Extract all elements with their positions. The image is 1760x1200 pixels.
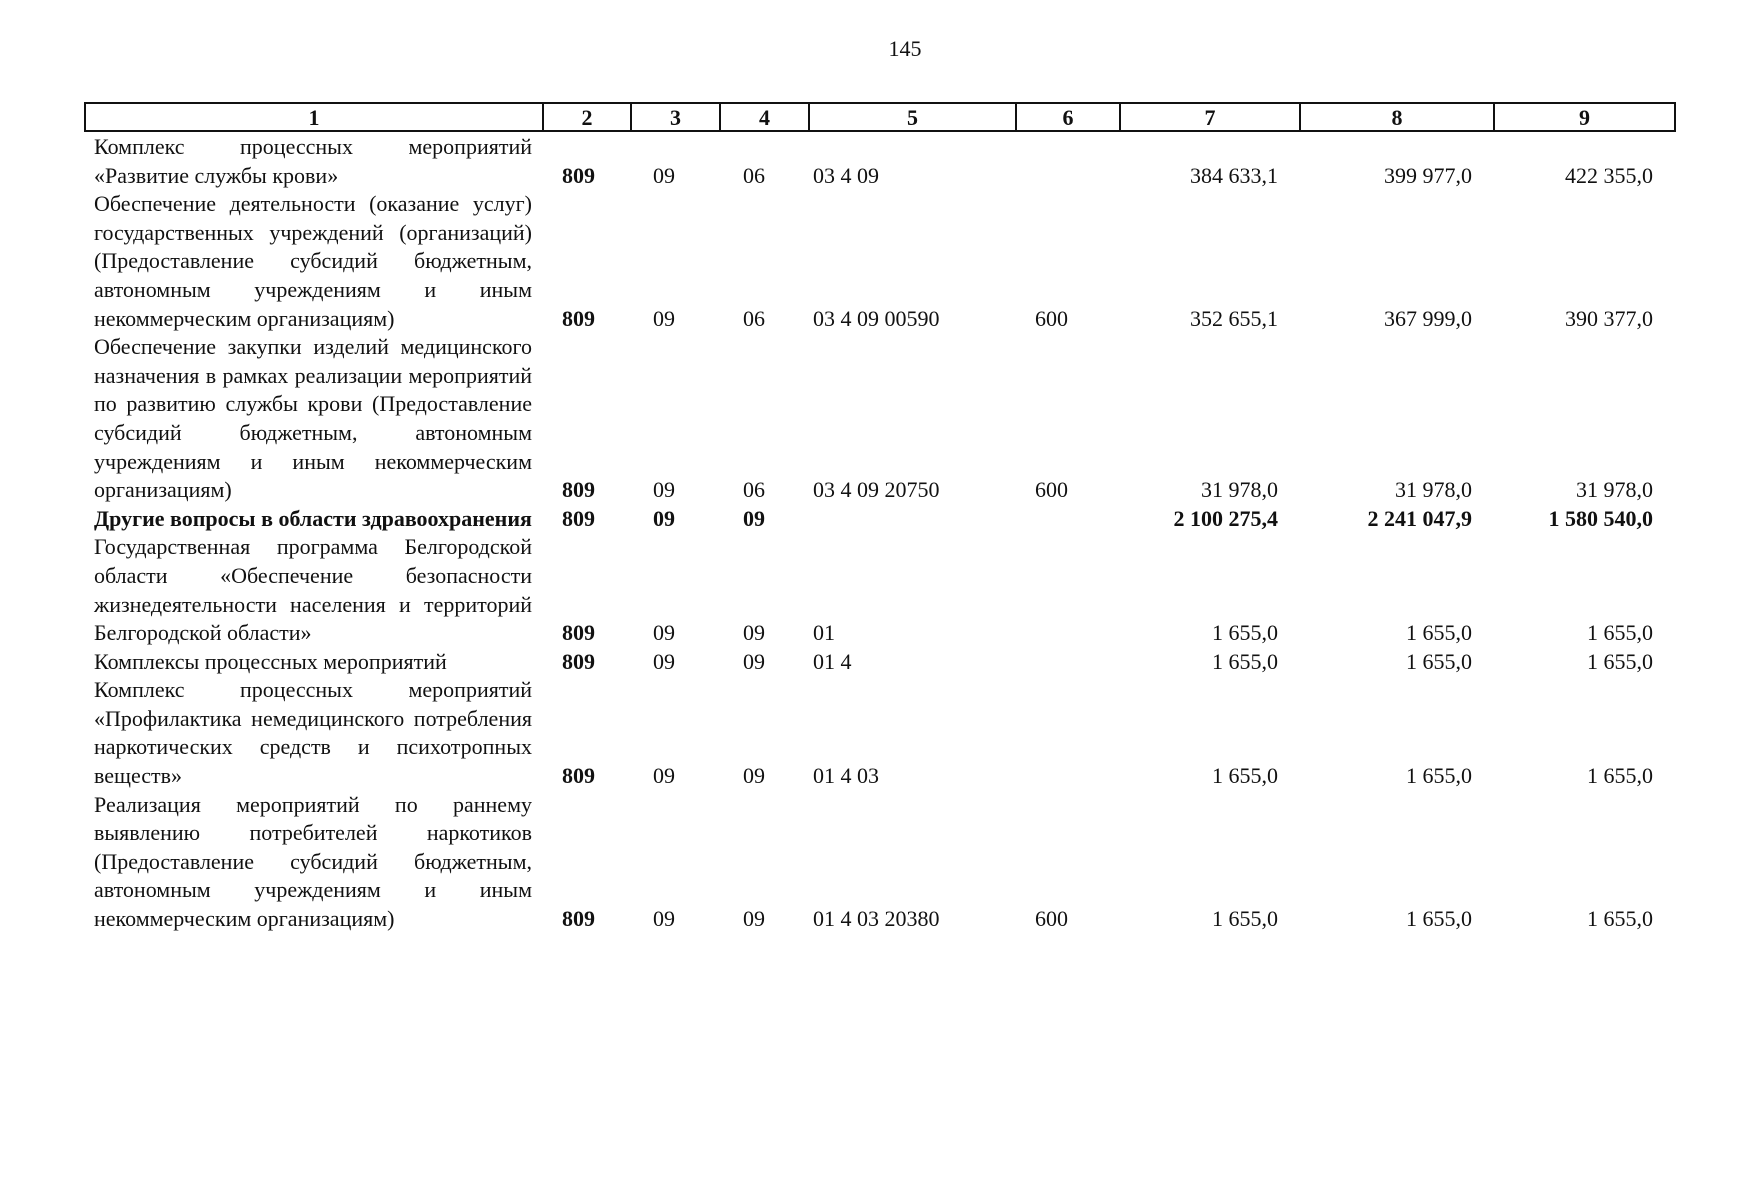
row-target-article: 01 4 03 — [813, 763, 879, 789]
table-body — [84, 133, 1676, 934]
header-col-1: 1 — [86, 104, 544, 130]
row-ministry-code: 809 — [562, 477, 595, 503]
row-subsection: 09 — [743, 648, 765, 674]
row-amount-col9: 1 655,0 — [1587, 906, 1653, 932]
row-ministry-code: 809 — [562, 648, 595, 674]
table-row — [84, 533, 1676, 647]
row-amount-col9: 1 655,0 — [1587, 648, 1653, 674]
table-row — [84, 505, 1676, 534]
row-amount-col9: 1 655,0 — [1587, 620, 1653, 646]
table-header — [84, 102, 1676, 132]
row-section: 09 — [653, 648, 675, 674]
table-row — [84, 648, 1676, 677]
row-section: 09 — [653, 906, 675, 932]
row-ministry-code: 809 — [562, 906, 595, 932]
table-row — [84, 133, 1676, 190]
header-col-2: 2 — [544, 104, 632, 130]
row-target-article: 01 4 03 20380 — [813, 906, 940, 932]
row-target-article: 03 4 09 20750 — [813, 477, 940, 503]
row-name: Комплекс процессных мероприятий «Профилактика немедицинского потребления наркотических средств и психотропных веществ» — [94, 677, 532, 789]
row-section: 09 — [653, 620, 675, 646]
row-section: 09 — [653, 477, 675, 503]
header-col-6: 6 — [1017, 104, 1121, 130]
header-col-5: 5 — [810, 104, 1017, 130]
row-amount-col8: 1 655,0 — [1406, 620, 1472, 646]
row-subsection: 09 — [743, 906, 765, 932]
page-number: 145 — [888, 36, 922, 61]
row-target-article: 03 4 09 00590 — [813, 305, 940, 331]
header-col-8: 8 — [1301, 104, 1495, 130]
row-name: Другие вопросы в области здравоохранения — [94, 505, 532, 531]
row-ministry-code: 809 — [562, 162, 595, 188]
row-amount-col8: 399 977,0 — [1384, 162, 1472, 188]
row-name: Реализация мероприятий по раннему выявлению потребителей наркотиков (Предоставление субсидий бюджетным, автономным учреждениям и иным некоммерческим организациям) — [94, 791, 532, 932]
header-col-7: 7 — [1121, 104, 1301, 130]
row-amount-col7: 1 655,0 — [1212, 763, 1278, 789]
row-section: 09 — [653, 763, 675, 789]
header-col-4: 4 — [721, 104, 810, 130]
row-subsection: 09 — [743, 620, 765, 646]
row-amount-col8: 1 655,0 — [1406, 648, 1472, 674]
row-target-article: 03 4 09 — [813, 162, 879, 188]
row-subsection: 09 — [743, 505, 765, 531]
row-amount-col7: 2 100 275,4 — [1173, 505, 1278, 531]
row-amount-col9: 1 580 540,0 — [1548, 505, 1653, 531]
row-section: 09 — [653, 505, 675, 531]
row-name: Комплексы процессных мероприятий — [94, 648, 447, 674]
row-amount-col7: 352 655,1 — [1190, 305, 1278, 331]
row-target-article: 01 4 — [813, 648, 852, 674]
row-subsection: 09 — [743, 763, 765, 789]
header-col-9: 9 — [1579, 105, 1590, 130]
row-name: Комплекс процессных мероприятий «Развитие службы крови» — [94, 134, 532, 188]
row-amount-col8: 31 978,0 — [1395, 477, 1472, 503]
row-amount-col8: 1 655,0 — [1406, 906, 1472, 932]
row-amount-col7: 1 655,0 — [1212, 648, 1278, 674]
row-ministry-code: 809 — [562, 505, 595, 531]
row-ministry-code: 809 — [562, 763, 595, 789]
row-amount-col8: 2 241 047,9 — [1367, 505, 1472, 531]
row-subsection: 06 — [743, 305, 765, 331]
row-ministry-code: 809 — [562, 305, 595, 331]
row-amount-col9: 1 655,0 — [1587, 763, 1653, 789]
table-row — [84, 333, 1676, 505]
row-amount-col7: 1 655,0 — [1212, 620, 1278, 646]
row-amount-col9: 390 377,0 — [1565, 305, 1653, 331]
table-row — [84, 676, 1676, 790]
row-amount-col7: 1 655,0 — [1212, 906, 1278, 932]
table-row — [84, 190, 1676, 333]
row-subsection: 06 — [743, 477, 765, 503]
row-expense-type: 600 — [1035, 477, 1068, 503]
row-name: Обеспечение закупки изделий медицинского назначения в рамках реализации мероприятий по развитию службы крови (Предоставление субсидий бюджетным, автономным учреждениям и иным некоммерческим организациям) — [94, 334, 532, 503]
row-expense-type: 600 — [1035, 305, 1068, 331]
row-amount-col9: 422 355,0 — [1565, 162, 1653, 188]
table-row — [84, 791, 1676, 934]
row-section: 09 — [653, 162, 675, 188]
row-section: 09 — [653, 305, 675, 331]
header-col-3: 3 — [632, 104, 721, 130]
row-ministry-code: 809 — [562, 620, 595, 646]
row-expense-type: 600 — [1035, 906, 1068, 932]
row-subsection: 06 — [743, 162, 765, 188]
row-target-article: 01 — [813, 620, 835, 646]
row-amount-col7: 31 978,0 — [1201, 477, 1278, 503]
row-name: Обеспечение деятельности (оказание услуг) государственных учреждений (организаций) (Предоставление субсидий бюджетным, автономным учреждениям и иным некоммерческим организациям) — [94, 191, 532, 331]
row-amount-col9: 31 978,0 — [1576, 477, 1653, 503]
row-amount-col8: 367 999,0 — [1384, 305, 1472, 331]
row-amount-col7: 384 633,1 — [1190, 162, 1278, 188]
row-amount-col8: 1 655,0 — [1406, 763, 1472, 789]
row-name: Государственная программа Белгородской области «Обеспечение безопасности жизнедеятельности населения и территорий Белгородской области» — [94, 534, 532, 646]
